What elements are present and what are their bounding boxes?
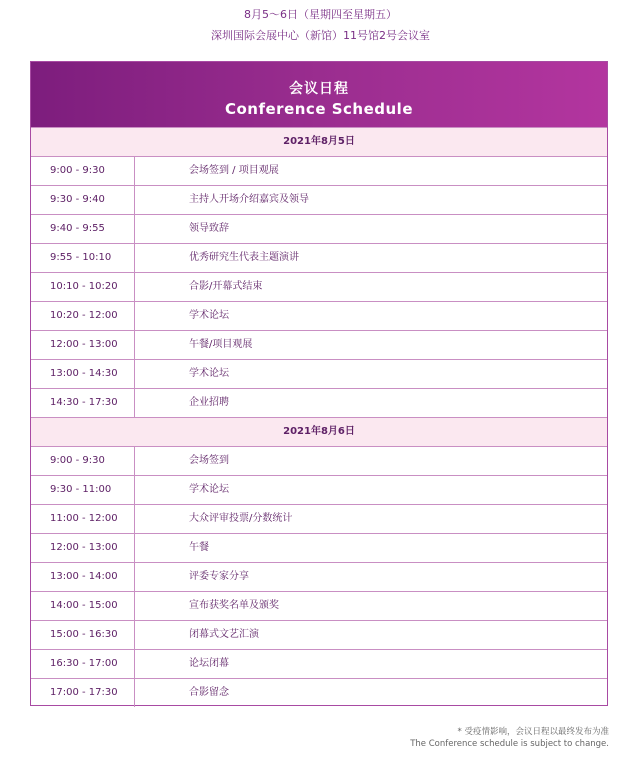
table-row: [31, 156, 607, 185]
activity-cell: 宣布获奖名单及颁奖: [189, 600, 279, 611]
table-row: [31, 533, 607, 562]
activity-cell: 学术论坛: [189, 368, 229, 379]
table-row: [31, 301, 607, 330]
schedule-table: [30, 61, 608, 706]
activity-cell: 会场签到: [189, 455, 229, 466]
time-cell: 10:10 - 10:20: [31, 273, 135, 301]
time-cell: 15:00 - 16:30: [31, 621, 135, 649]
table-row: [31, 359, 607, 388]
table-row: [31, 185, 607, 214]
activity-cell: 闭幕式文艺汇演: [189, 629, 259, 640]
activity-cell: 大众评审投票/分数统计: [189, 513, 293, 524]
activity-cell: 合影/开幕式结束: [189, 281, 263, 292]
disclaimer-cn: * 受疫情影响，会议日程以最终发布为准: [457, 727, 609, 737]
activity-cell: 学术论坛: [189, 310, 229, 321]
time-cell: 9:30 - 9:40: [31, 186, 135, 214]
activity-cell: 主持人开场介绍嘉宾及领导: [189, 194, 309, 205]
table-row: [31, 330, 607, 359]
activity-cell: 合影留念: [189, 687, 229, 698]
schedule-title-cn: 会议日程: [289, 81, 349, 97]
activity-cell: 会场签到 / 项目观展: [189, 165, 279, 176]
time-cell: 12:00 - 13:00: [31, 534, 135, 562]
time-cell: 13:00 - 14:00: [31, 563, 135, 591]
time-cell: 10:20 - 12:00: [31, 302, 135, 330]
time-cell: 12:00 - 13:00: [31, 331, 135, 359]
table-row: [31, 649, 607, 678]
time-cell: 17:00 - 17:30: [31, 679, 135, 707]
table-row: [31, 562, 607, 591]
table-row: [31, 475, 607, 504]
time-cell: 14:00 - 15:00: [31, 592, 135, 620]
table-row: [31, 214, 607, 243]
time-cell: 16:30 - 17:00: [31, 650, 135, 678]
activity-cell: 午餐: [189, 542, 209, 553]
schedule-header: [31, 62, 607, 127]
event-venue: 深圳国际会展中心（新馆）11号馆2号会议室: [211, 29, 430, 42]
time-cell: 9:00 - 9:30: [31, 447, 135, 475]
time-cell: 13:00 - 14:30: [31, 360, 135, 388]
table-row: [31, 591, 607, 620]
time-cell: 9:30 - 11:00: [31, 476, 135, 504]
table-row: [31, 388, 607, 417]
table-row: [31, 446, 607, 475]
event-date: 8月5～6日（星期四至星期五）: [244, 8, 397, 21]
table-row: [31, 272, 607, 301]
time-cell: 14:30 - 17:30: [31, 389, 135, 417]
table-row: [31, 243, 607, 272]
activity-cell: 学术论坛: [189, 484, 229, 495]
activity-cell: 领导致辞: [189, 223, 229, 234]
table-row: [31, 620, 607, 649]
activity-cell: 评委专家分享: [189, 571, 249, 582]
time-cell: 9:55 - 10:10: [31, 244, 135, 272]
day-heading: 2021年8月5日: [31, 127, 607, 156]
activity-cell: 论坛闭幕: [189, 658, 229, 669]
time-cell: 9:40 - 9:55: [31, 215, 135, 243]
activity-cell: 优秀研究生代表主题演讲: [189, 252, 299, 263]
day-heading: 2021年8月6日: [31, 417, 607, 446]
time-cell: 9:00 - 9:30: [31, 157, 135, 185]
activity-cell: 企业招聘: [189, 397, 229, 408]
schedule-title-en: Conference Schedule: [224, 100, 413, 118]
time-cell: 11:00 - 12:00: [31, 505, 135, 533]
disclaimer-en: The Conference schedule is subject to change.: [410, 739, 609, 749]
activity-cell: 午餐/项目观展: [189, 339, 253, 350]
table-row: [31, 504, 607, 533]
table-row: [31, 678, 607, 707]
